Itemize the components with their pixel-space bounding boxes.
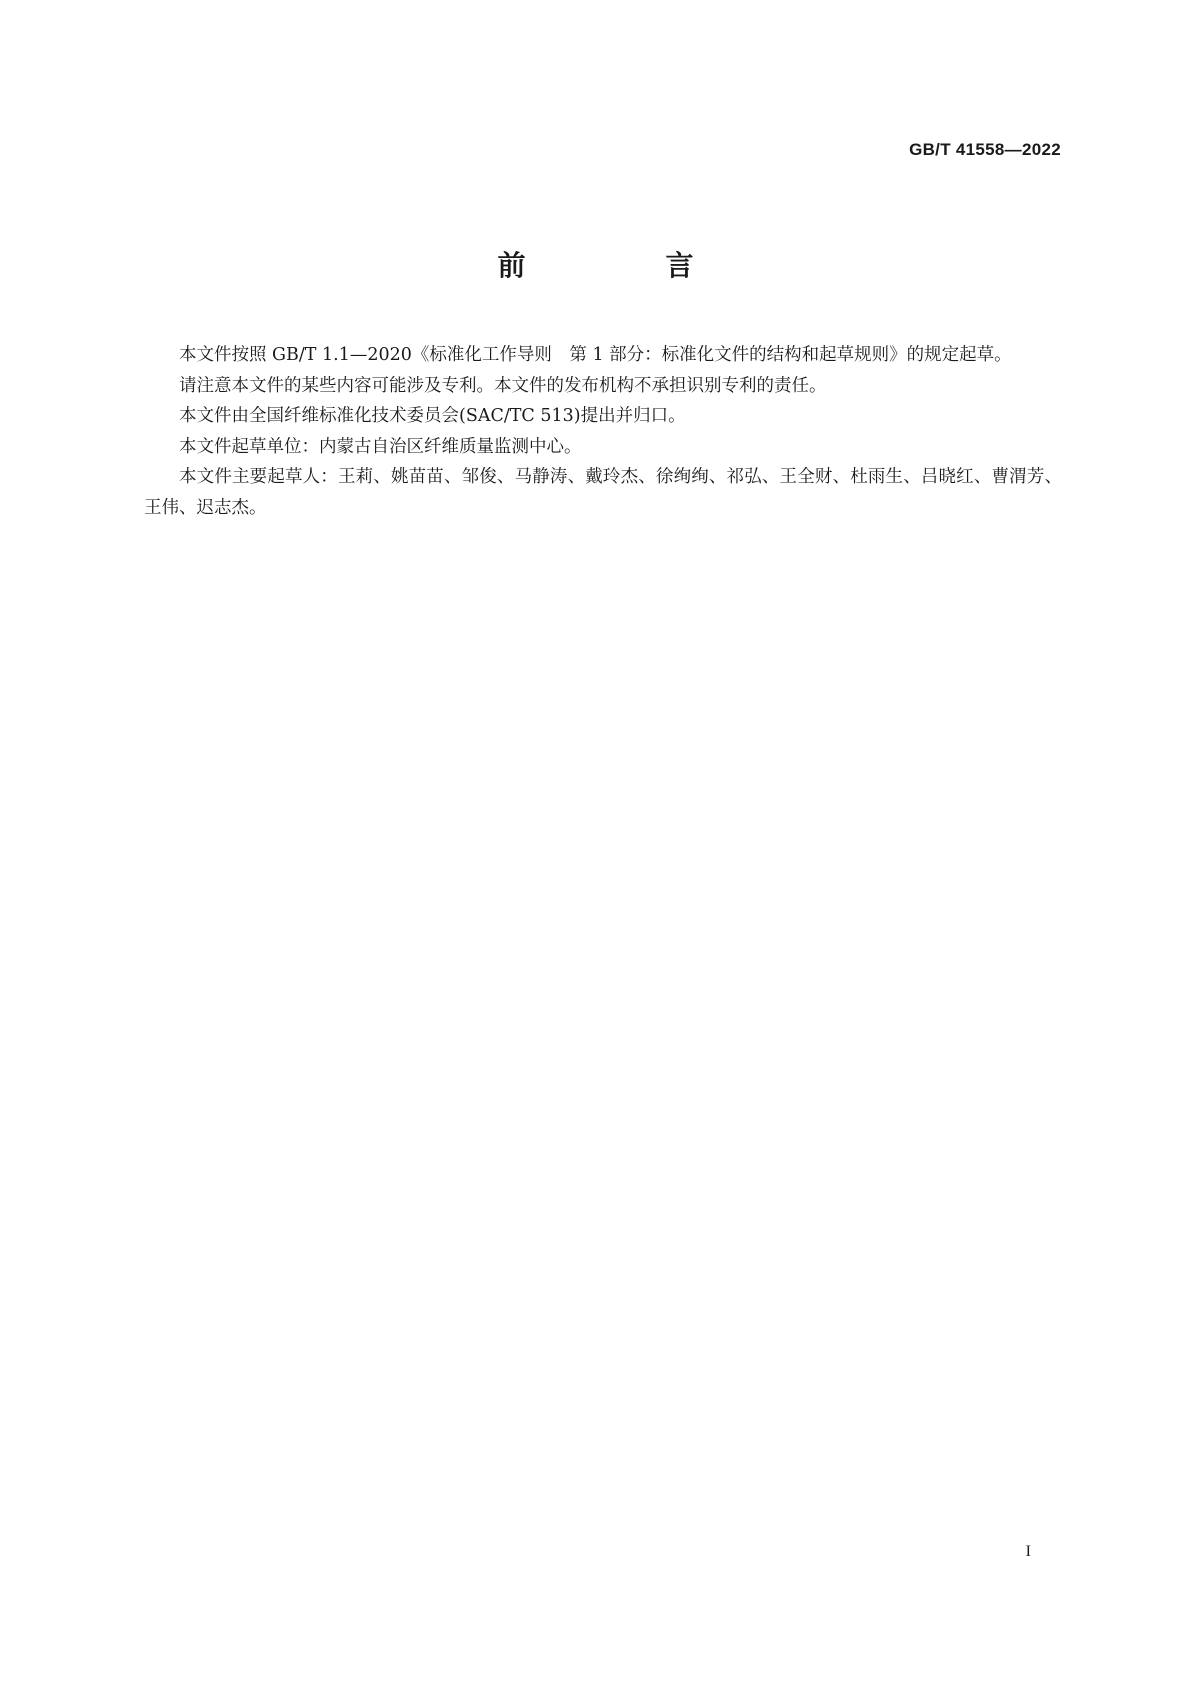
foreword-body (144, 340, 1062, 523)
paragraph-drafters: 本文件主要起草人：王莉、姚苗苗、邹俊、马静涛、戴玲杰、徐绚绚、祁弘、王全财、杜雨生、吕晓红、曹渭芳、王伟、迟志杰。 (144, 467, 1062, 518)
paragraph-drafting-unit: 本文件起草单位：内蒙古自治区纤维质量监测中心。 (179, 436, 582, 457)
standard-code: GB/T 41558—2022 (909, 140, 1061, 159)
page-title: 前 言 (497, 249, 750, 282)
paragraph-proposer: 本文件由全国纤维标准化技术委员会(SAC/TC 513)提出并归口。 (179, 406, 686, 426)
paragraph-patent-notice: 请注意本文件的某些内容可能涉及专利。本文件的发布机构不承担识别专利的责任。 (179, 375, 827, 396)
paragraph-drafting-rules: 本文件按照 GB/T 1.1—2020《标准化工作导则 第 1 部分：标准化文件的结构和起草规则》的规定起草。 (179, 345, 1012, 365)
page-number: I (1025, 1543, 1031, 1560)
